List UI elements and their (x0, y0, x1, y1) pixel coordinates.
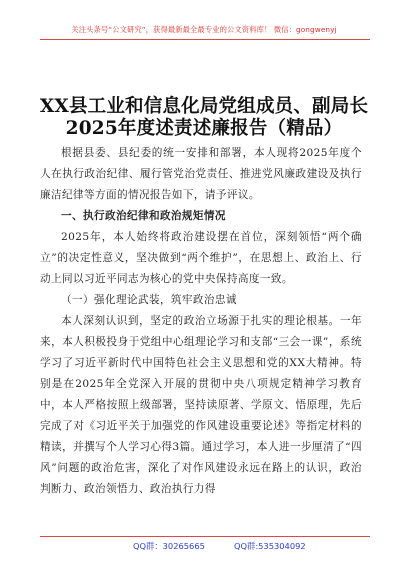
footer (0, 540, 408, 554)
footer-divider (40, 536, 370, 537)
subsection-paragraph: 本人深刻认识到，坚定的政治立场源于扎实的理论根基。一年来，本人积极投身于党组中心组理论学习和支部“三会一课”，系统学习了习近平新时代中国特色社会主义思想和党的XX大精神。特别是在2025年全党深入开展的贯彻中央八项规定精神学习教育中，本人严格按照上级部署，坚持读原著、学原文、悟原理，先后完成了对《习近平关于加强党的作风建设重要论述》等指定材料的精读，并撰写个人学习心得3篇。通过学习，本人进一步厘清了“四风”问题的政治危害，深化了对作风建设永远在路上的认识，政治判断力、政治领悟力、政治执行力得 (40, 315, 362, 495)
subsection-heading: （一）强化理论武装，筑牢政治忠诚 (61, 294, 237, 306)
intro-paragraph: 根据县委、县纪委的统一安排和部署，本人现将2025年度个人在执行政治纪律、履行管党治党责任、推进党风廉政建设及执行廉洁纪律等方面的情况报告如下，请予评议。 (40, 147, 362, 201)
qq-group-2: QQ群:535304092 (234, 541, 306, 551)
document-title-line-1: XX县工业和信息化局党组成员、副局长 (39, 96, 369, 117)
section-heading: 一、执行政治纪律和政治规矩情况 (61, 210, 226, 222)
section-paragraph: 2025年，本人始终将政治建设摆在首位，深刻领悟“两个确立”的决定性意义，坚决做到“两个维护”，在思想上、政治上、行动上同以习近平同志为核心的党中央保持高度一致。 (40, 231, 362, 285)
document-title-line-2: 2025年度述责述廉报告（精品） (65, 118, 343, 139)
qq-group-1: QQ群：30265665 (133, 541, 205, 551)
header-divider (40, 39, 370, 40)
header-note: 关注头条号“公文研究”，获得最新最全最专业的公文资料库！ 微信：gongwenyj (71, 25, 337, 34)
